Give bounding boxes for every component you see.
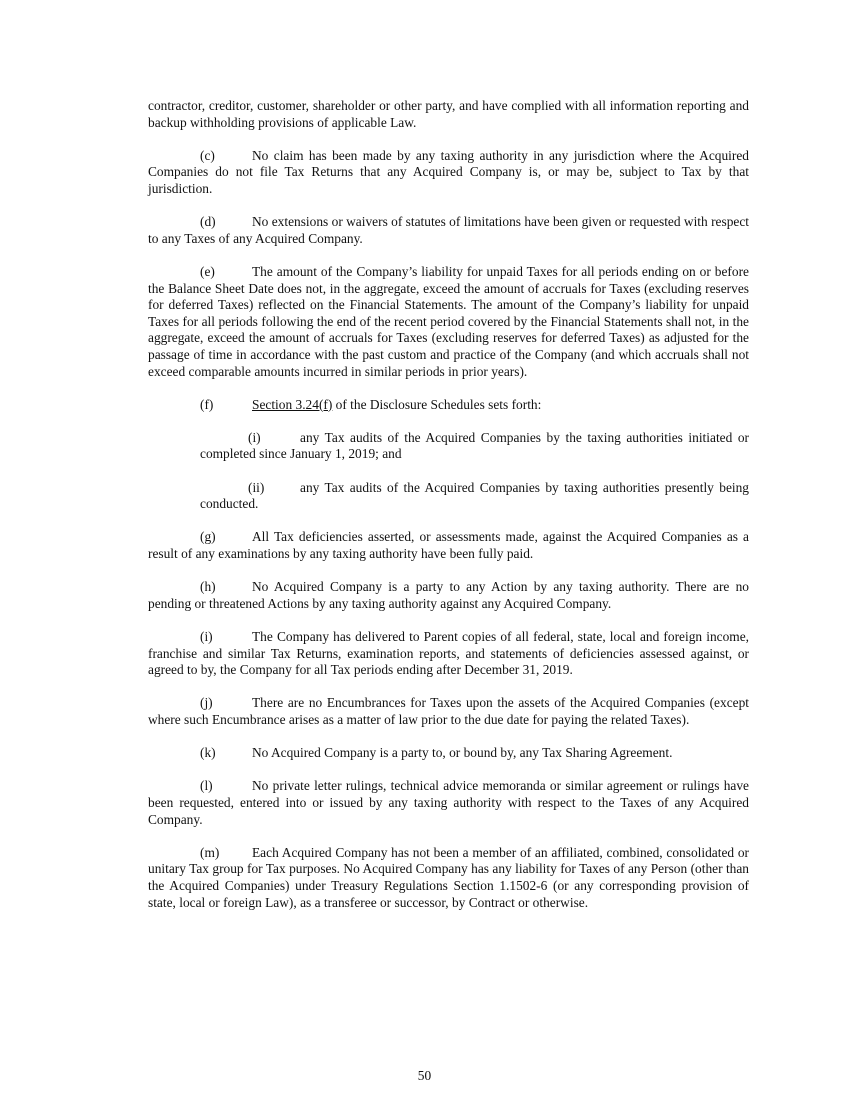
subsection-text: any Tax audits of the Acquired Companies by the taxing authorities initiated or completed since January 1, 2019; and — [200, 429, 749, 462]
section-e — [148, 264, 749, 380]
section-c — [148, 148, 749, 198]
section-text: Each Acquired Company has not been a member of an affiliated, combined, consolidated or unitary Tax group for Tax purposes. No Acquired Company has any liability for Taxes of any Person (other than the Acquired Companies) under Treasury Regulations Section 1.1502-6 (or any corresponding provision of state, local or foreign Law), as a transferee or successor, by Contract or otherwise. — [148, 844, 749, 910]
section-g — [148, 529, 749, 562]
section-label: (c) — [200, 147, 215, 163]
section-text: The Company has delivered to Parent copies of all federal, state, local and foreign income, franchise and similar Tax Returns, examination reports, and statements of deficiencies assessed against, or agreed to by, the Company for all Tax periods ending after December 31, 2019. — [148, 629, 749, 678]
subsection-f-ii — [200, 480, 749, 513]
section-label: (f) — [200, 396, 214, 412]
subsection-label: (i) — [248, 429, 261, 445]
section-text: No extensions or waivers of statutes of limitations have been given or requested with respect to any Taxes of any Acquired Company. — [148, 214, 749, 246]
subsection-text: any Tax audits of the Acquired Companies by taxing authorities presently being conducted. — [200, 479, 749, 512]
subsection-label: (ii) — [248, 479, 265, 495]
section-text: No Acquired Company is a party to any Action by any taxing authority. There are no pending or threatened Actions by any taxing authority against any Acquired Company. — [148, 579, 749, 611]
section-f — [200, 397, 749, 414]
section-text: The amount of the Company’s liability for unpaid Taxes for all periods ending on or before the Balance Sheet Date does not, in the aggregate, exceed the amount of accruals for Taxes (excluding reserves for deferred Taxes) reflected on the Financial Statements. The amount of the Company’s liability for unpaid Taxes for all periods following the end of the recent period covered by the Financial Statements shall not, in the aggregate, exceed the amount of accruals for Taxes (excluding reserves for deferred Taxes) as adjusted for the passage of time in accordance with the past custom and practice of the Company (and which accruals shall not exceed comparable amounts incurred in similar periods in prior years). — [148, 263, 749, 379]
section-label: (d) — [200, 214, 216, 230]
section-k — [148, 745, 749, 762]
section-label: (g) — [200, 529, 216, 545]
section-text: All Tax deficiencies asserted, or assessments made, against the Acquired Companies as a result of any examinations by any taxing authority have been fully paid. — [148, 529, 749, 562]
section-j — [148, 695, 749, 728]
subsection-f-i — [200, 430, 749, 463]
section-label: (j) — [200, 695, 213, 711]
section-label: (m) — [200, 844, 220, 860]
section-reference-link: Section 3.24(f) — [252, 396, 333, 412]
section-text: No Acquired Company is a party to, or bound by, any Tax Sharing Agreement. — [252, 745, 673, 761]
section-m — [148, 845, 749, 911]
section-text: No private letter rulings, technical advice memoranda or similar agreement or rulings have been requested, entered into or issued by any taxing authority with respect to the Taxes of any Acquired Company. — [148, 778, 749, 827]
section-text: of the Disclosure Schedules sets forth: — [332, 396, 542, 412]
section-label: (e) — [200, 263, 215, 279]
section-label: (i) — [200, 629, 213, 644]
section-label: (h) — [200, 579, 216, 595]
document-page — [148, 98, 749, 928]
section-text: There are no Encumbrances for Taxes upon the assets of the Acquired Companies (except where such Encumbrance arises as a matter of law prior to the due date for paying the related Taxes). — [148, 695, 749, 727]
section-text: No claim has been made by any taxing authority in any jurisdiction where the Acquired Companies do not file Tax Returns that any Acquired Company is, or may be, subject to Tax by that jurisdiction. — [148, 147, 749, 196]
intro-paragraph: contractor, creditor, customer, shareholder or other party, and have complied with all information reporting and backup withholding provisions of applicable Law. — [148, 98, 749, 130]
section-label: (l) — [200, 778, 213, 794]
section-l — [148, 778, 749, 828]
page-number: 50 — [417, 1068, 432, 1083]
section-h — [148, 579, 749, 612]
section-i — [148, 629, 749, 679]
section-d — [148, 214, 749, 247]
section-label: (k) — [200, 745, 216, 761]
